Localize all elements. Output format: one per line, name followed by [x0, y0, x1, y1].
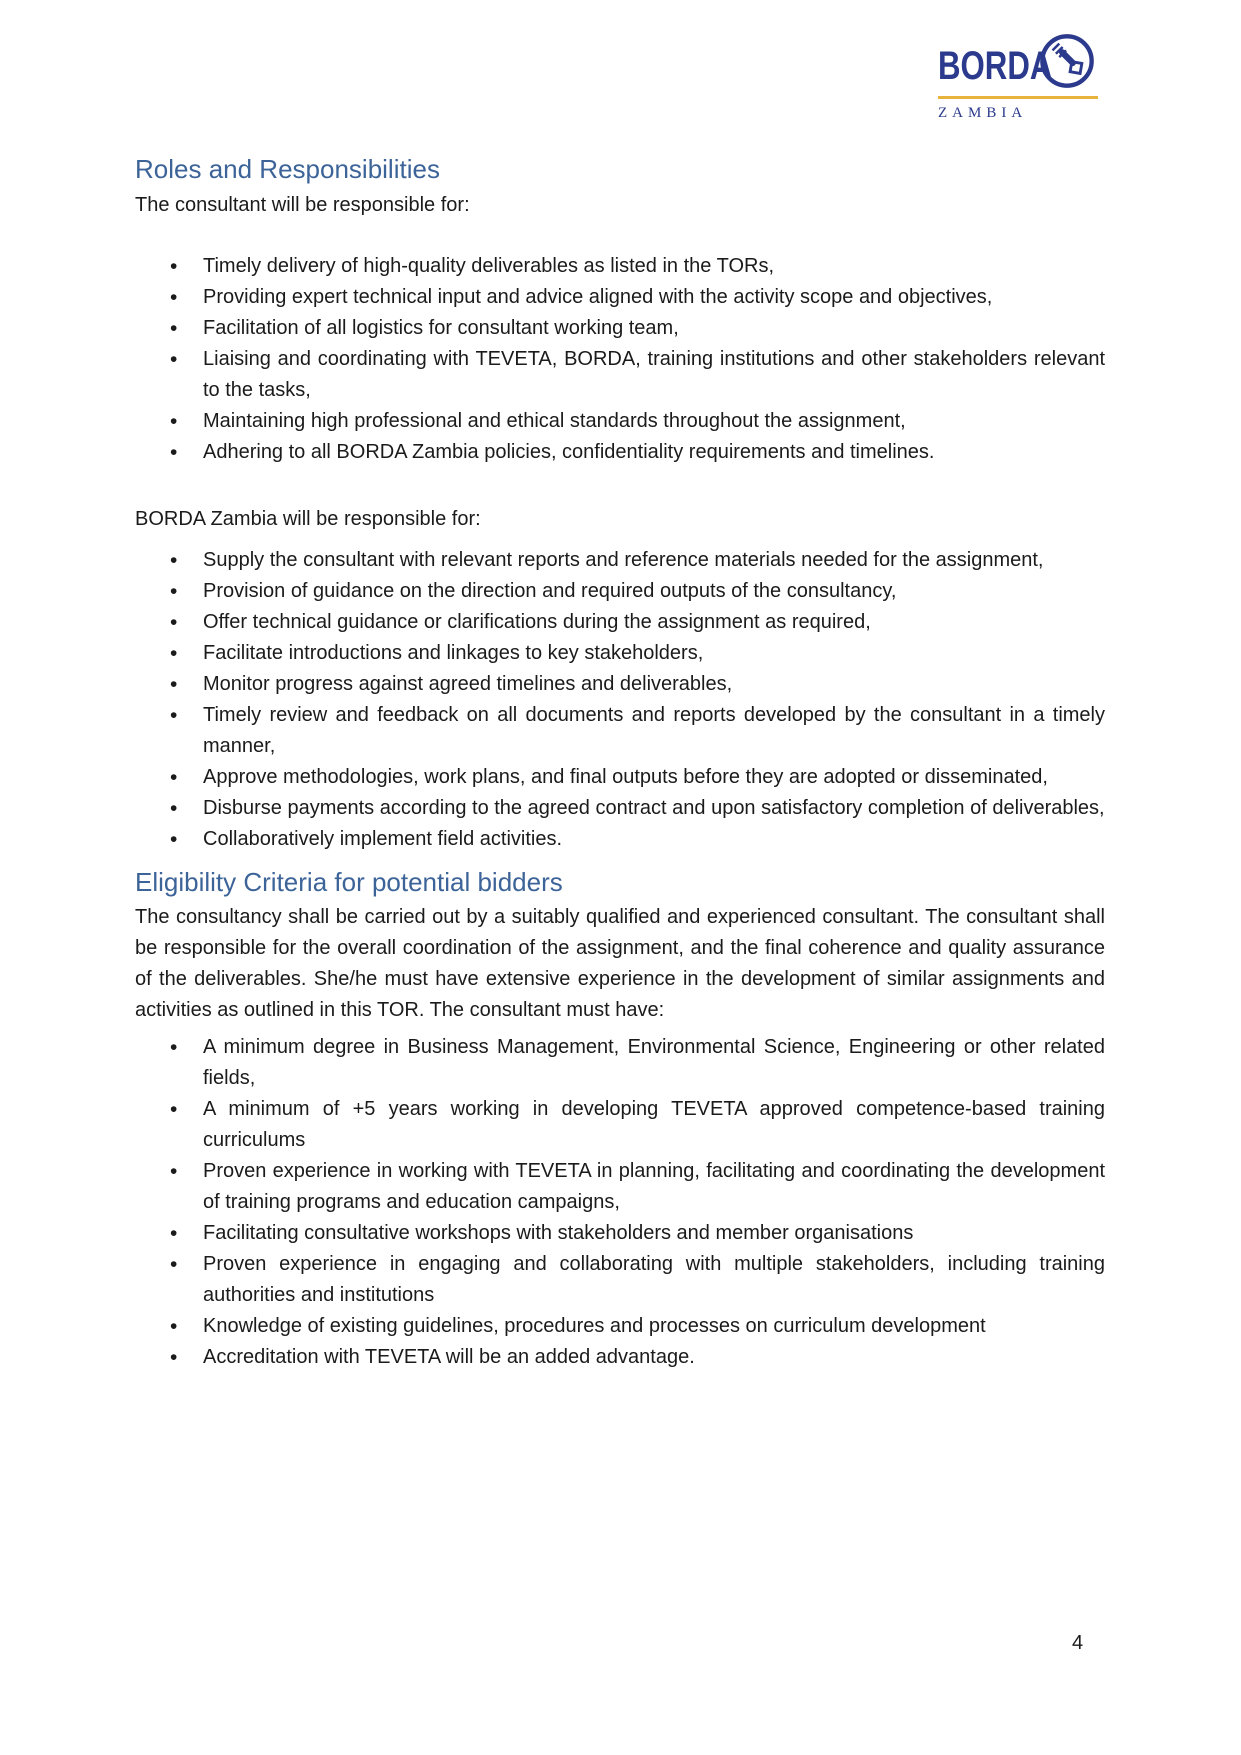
list-item: • Offer technical guidance or clarifications during the assignment as required,: [203, 607, 1105, 638]
list-item: • Proven experience in working with TEVETA in planning, facilitating and coordinating the development of training programs and education campaigns,: [203, 1156, 1105, 1218]
intro-paragraph: BORDA Zambia will be responsible for:: [135, 508, 481, 530]
list-item: • Collaboratively implement field activities.: [203, 824, 1105, 855]
bullet-list-consultant-responsibilities: [135, 251, 1105, 468]
logo-region-text: ZAMBIA: [938, 105, 1028, 121]
list-item: • Proven experience in engaging and collaborating with multiple stakeholders, including training authorities and institutions: [203, 1249, 1105, 1311]
list-item: • Timely review and feedback on all documents and reports developed by the consultant in a timely manner,: [203, 700, 1105, 762]
water-tap-circle-icon: [1038, 32, 1096, 90]
logo-row: [938, 30, 1100, 92]
bullet-list-borda-responsibilities: [135, 545, 1105, 855]
eligibility-paragraph: The consultancy shall be carried out by a suitably qualified and experienced consultant. The consultant shall be responsible for the overall coordination of the assignment, and the final coherence and quality assurance of the deliverables. She/he must have extensive experience in the development of similar assignments and activities as outlined in this TOR. The consultant must have:: [135, 906, 1105, 1021]
list-item: • Supply the consultant with relevant reports and reference materials needed for the assignment,: [203, 545, 1105, 576]
list-item: • Knowledge of existing guidelines, procedures and processes on curriculum development: [203, 1311, 1105, 1342]
list-item: • Providing expert technical input and advice aligned with the activity scope and objectives,: [203, 282, 1105, 313]
bullet-list-eligibility-criteria: [135, 1032, 1105, 1373]
list-item: • Maintaining high professional and ethical standards throughout the assignment,: [203, 406, 1105, 437]
list-item: • Timely delivery of high-quality deliverables as listed in the TORs,: [203, 251, 1105, 282]
section-heading-roles: Roles and Responsibilities: [135, 154, 440, 184]
list-item: • Disburse payments according to the agreed contract and upon satisfactory completion of deliverables,: [203, 793, 1105, 824]
intro-paragraph: The consultant will be responsible for:: [135, 194, 470, 216]
list-item: • Facilitating consultative workshops with stakeholders and member organisations: [203, 1218, 1105, 1249]
list-item: • Facilitate introductions and linkages to key stakeholders,: [203, 638, 1105, 669]
list-item: • Adhering to all BORDA Zambia policies, confidentiality requirements and timelines.: [203, 437, 1105, 468]
list-item: • Liaising and coordinating with TEVETA, BORDA, training institutions and other stakeholders relevant to the tasks,: [203, 344, 1105, 406]
page-number: 4: [1072, 1632, 1084, 1654]
logo-brand-text: BORDA: [938, 44, 1053, 88]
list-item: • A minimum degree in Business Management, Environmental Science, Engineering or other related fields,: [203, 1032, 1105, 1094]
list-item: • Accreditation with TEVETA will be an added advantage.: [203, 1342, 1105, 1373]
logo: [938, 30, 1100, 122]
list-item: • Facilitation of all logistics for consultant working team,: [203, 313, 1105, 344]
logo-divider: [938, 96, 1098, 99]
list-item: • Monitor progress against agreed timelines and deliverables,: [203, 669, 1105, 700]
list-item: • Provision of guidance on the direction and required outputs of the consultancy,: [203, 576, 1105, 607]
list-item: • Approve methodologies, work plans, and final outputs before they are adopted or disseminated,: [203, 762, 1105, 793]
list-item: • A minimum of +5 years working in developing TEVETA approved competence-based training curriculums: [203, 1094, 1105, 1156]
section-heading-eligibility: Eligibility Criteria for potential bidders: [135, 867, 563, 897]
